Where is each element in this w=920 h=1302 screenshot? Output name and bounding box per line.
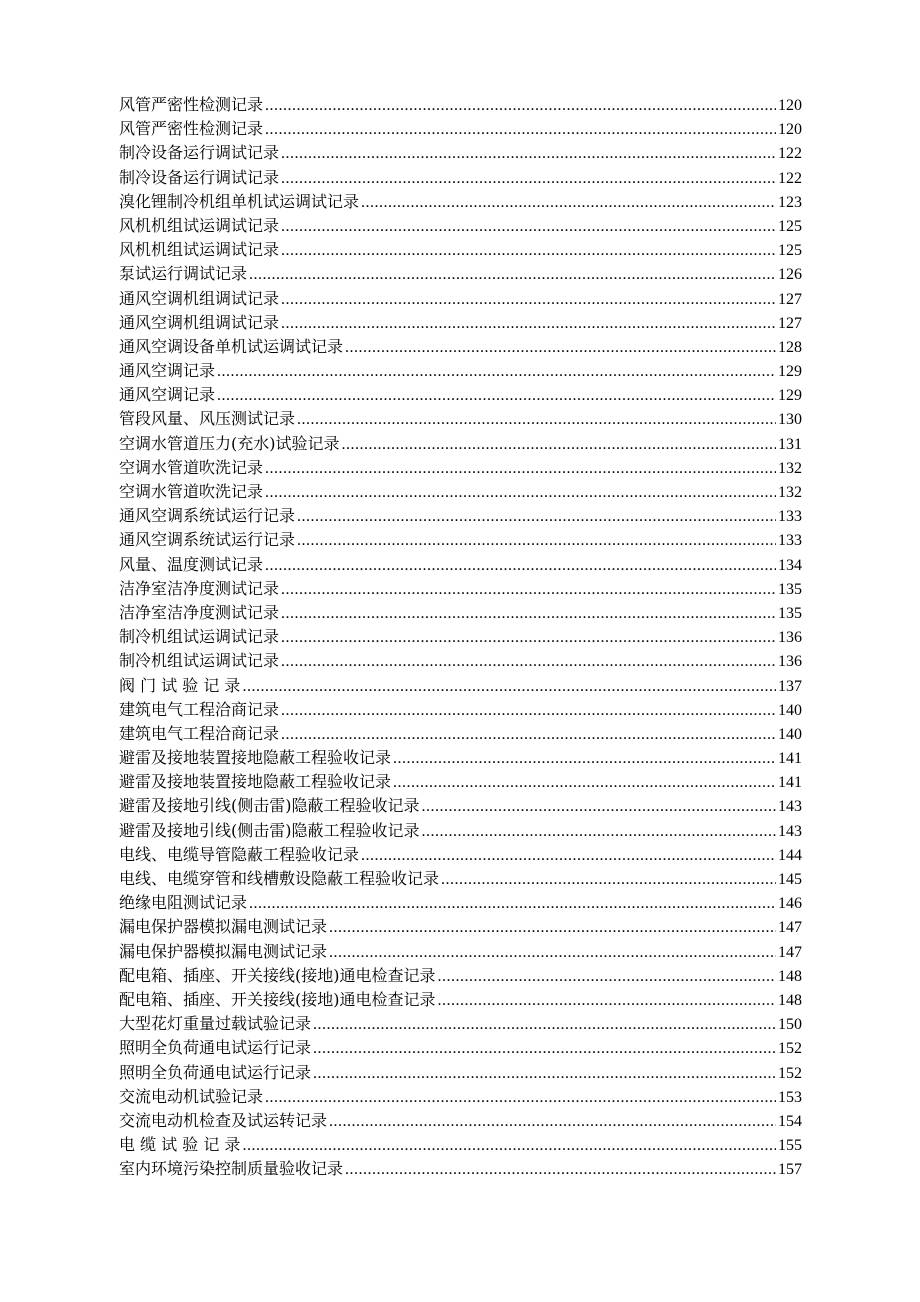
toc-entry[interactable] bbox=[119, 189, 802, 213]
toc-entry[interactable] bbox=[119, 382, 802, 406]
toc-entry-title: 制冷机组试运调试记录 bbox=[119, 627, 280, 647]
dot-leader bbox=[281, 242, 776, 260]
dot-leader bbox=[249, 266, 776, 284]
toc-entry-title: 通风空调记录 bbox=[119, 385, 216, 405]
dot-leader bbox=[242, 678, 776, 696]
dot-leader bbox=[345, 339, 776, 357]
dot-leader bbox=[422, 823, 777, 841]
dot-leader bbox=[361, 194, 776, 212]
toc-entry-title: 室内环境污染控制质量验收记录 bbox=[119, 1159, 344, 1179]
toc-entry-page: 129 bbox=[778, 387, 802, 405]
toc-entry-title: 风机机组试运调试记录 bbox=[119, 240, 280, 260]
toc-entry-title: 交流电动机试验记录 bbox=[119, 1086, 264, 1106]
toc-entry-page: 152 bbox=[778, 1040, 802, 1058]
dot-leader bbox=[265, 557, 776, 575]
toc-entry-page: 134 bbox=[778, 556, 802, 574]
toc-entry-page: 122 bbox=[778, 145, 802, 163]
dot-leader bbox=[265, 460, 776, 478]
table-of-contents bbox=[119, 92, 802, 1180]
toc-entry[interactable] bbox=[119, 1156, 802, 1180]
dot-leader bbox=[281, 653, 776, 671]
toc-entry[interactable] bbox=[119, 1060, 802, 1084]
dot-leader bbox=[281, 702, 776, 720]
dot-leader bbox=[217, 363, 776, 381]
toc-entry[interactable] bbox=[119, 140, 802, 164]
dot-leader bbox=[281, 629, 776, 647]
toc-entry-page: 140 bbox=[778, 725, 802, 743]
dot-leader bbox=[281, 315, 776, 333]
toc-entry-title: 避雷及接地装置接地隐蔽工程验收记录 bbox=[119, 748, 392, 768]
dot-leader bbox=[313, 1065, 776, 1083]
toc-entry-page: 132 bbox=[778, 459, 802, 477]
dot-leader bbox=[329, 919, 776, 937]
dot-leader bbox=[361, 847, 776, 865]
toc-entry-title: 配电箱、插座、开关接线(接地)通电检查记录 bbox=[119, 989, 436, 1009]
dot-leader bbox=[265, 1089, 776, 1107]
toc-entry-title: 漏电保护器模拟漏电测试记录 bbox=[119, 941, 328, 961]
toc-entry-page: 154 bbox=[778, 1112, 802, 1130]
toc-entry-page: 131 bbox=[778, 435, 802, 453]
toc-entry-title: 制冷设备运行调试记录 bbox=[119, 167, 280, 187]
dot-leader bbox=[329, 1113, 776, 1131]
toc-entry-title: 照明全负荷通电试运行记录 bbox=[119, 1038, 312, 1058]
toc-entry[interactable] bbox=[119, 165, 802, 189]
toc-entry-title: 风机机组试运调试记录 bbox=[119, 215, 280, 235]
toc-entry[interactable] bbox=[119, 673, 802, 697]
toc-entry[interactable] bbox=[119, 116, 802, 140]
toc-entry-page: 153 bbox=[778, 1088, 802, 1106]
toc-entry-title: 交流电动机检查及试运转记录 bbox=[119, 1110, 328, 1130]
dot-leader bbox=[281, 170, 776, 188]
toc-entry-title: 电线、电缆导管隐蔽工程验收记录 bbox=[119, 844, 360, 864]
toc-entry-page: 145 bbox=[778, 871, 802, 888]
toc-entry-title: 通风空调机组调试记录 bbox=[119, 288, 280, 308]
toc-entry-page: 127 bbox=[778, 314, 802, 332]
toc-entry-title: 电线、电缆穿管和线槽敷设隐蔽工程验收记录 bbox=[119, 869, 440, 888]
toc-entry-page: 155 bbox=[778, 1137, 802, 1155]
dot-leader bbox=[438, 992, 777, 1010]
toc-entry-page: 135 bbox=[778, 580, 802, 598]
toc-entry-page: 143 bbox=[778, 798, 802, 816]
toc-entry[interactable] bbox=[119, 600, 802, 624]
toc-entry[interactable] bbox=[119, 745, 802, 769]
toc-entry-page: 141 bbox=[778, 774, 802, 792]
toc-entry-page: 125 bbox=[778, 242, 802, 260]
toc-entry-title: 照明全负荷通电试运行记录 bbox=[119, 1062, 312, 1082]
toc-entry-title: 通风空调系统试运行记录 bbox=[119, 506, 296, 526]
toc-entry-page: 137 bbox=[778, 677, 802, 695]
toc-entry-title: 建筑电气工程洽商记录 bbox=[119, 723, 280, 743]
toc-entry[interactable] bbox=[119, 576, 802, 600]
toc-entry[interactable] bbox=[119, 358, 802, 382]
toc-entry[interactable] bbox=[119, 939, 802, 963]
toc-entry[interactable] bbox=[119, 818, 802, 842]
toc-entry-page: 125 bbox=[778, 217, 802, 235]
dot-leader bbox=[281, 726, 776, 744]
toc-entry-page: 136 bbox=[778, 653, 802, 671]
toc-entry[interactable] bbox=[119, 1084, 802, 1108]
toc-entry-title: 配电箱、插座、开关接线(接地)通电检查记录 bbox=[119, 965, 436, 985]
dot-leader bbox=[393, 774, 776, 792]
toc-entry[interactable] bbox=[119, 213, 802, 237]
toc-entry-page: 132 bbox=[778, 484, 802, 501]
toc-entry[interactable] bbox=[119, 431, 802, 455]
toc-entry-page: 127 bbox=[778, 290, 802, 308]
toc-entry-page: 152 bbox=[778, 1064, 802, 1082]
toc-entry-page: 148 bbox=[778, 991, 802, 1009]
toc-entry-page: 157 bbox=[778, 1161, 802, 1179]
toc-entry-title: 避雷及接地引线(侧击雷)隐蔽工程验收记录 bbox=[119, 820, 420, 840]
dot-leader bbox=[249, 895, 776, 913]
toc-entry-title: 漏电保护器模拟漏电测试记录 bbox=[119, 917, 328, 937]
dot-leader bbox=[281, 605, 776, 623]
dot-leader bbox=[281, 218, 776, 236]
toc-entry-title: 制冷机组试运调试记录 bbox=[119, 651, 280, 671]
toc-entry[interactable] bbox=[119, 406, 802, 430]
dot-leader bbox=[297, 411, 776, 429]
toc-entry-page: 120 bbox=[778, 121, 802, 139]
toc-entry-title: 风管严密性检测记录 bbox=[119, 119, 264, 139]
toc-entry-page: 141 bbox=[778, 750, 802, 768]
dot-leader bbox=[329, 944, 776, 962]
dot-leader bbox=[281, 145, 776, 163]
toc-entry-title: 洁净室洁净度测试记录 bbox=[119, 602, 280, 622]
toc-entry[interactable] bbox=[119, 963, 802, 987]
dot-leader bbox=[297, 532, 776, 550]
toc-entry[interactable] bbox=[119, 914, 802, 938]
toc-entry-page: 148 bbox=[778, 967, 802, 985]
toc-entry[interactable] bbox=[119, 1108, 802, 1132]
dot-leader bbox=[441, 871, 776, 889]
toc-entry[interactable] bbox=[119, 1011, 802, 1035]
toc-entry-title: 电 缆 试 验 记 录 bbox=[119, 1135, 241, 1155]
dot-leader bbox=[265, 484, 776, 502]
toc-entry[interactable] bbox=[119, 624, 802, 648]
toc-entry[interactable] bbox=[119, 503, 802, 527]
toc-entry-title: 泵试运行调试记录 bbox=[119, 264, 248, 284]
dot-leader bbox=[265, 121, 776, 139]
toc-entry[interactable] bbox=[119, 866, 802, 890]
toc-entry-title: 大型花灯重量过载试验记录 bbox=[119, 1014, 312, 1034]
toc-entry[interactable] bbox=[119, 479, 802, 503]
toc-entry-page: 130 bbox=[778, 411, 802, 429]
toc-entry-page: 122 bbox=[778, 169, 802, 187]
toc-entry-page: 126 bbox=[778, 266, 802, 284]
toc-entry[interactable] bbox=[119, 697, 802, 721]
dot-leader bbox=[422, 798, 777, 816]
dot-leader bbox=[313, 1040, 776, 1058]
toc-entry-title: 通风空调设备单机试运调试记录 bbox=[119, 336, 344, 356]
toc-entry-title: 通风空调记录 bbox=[119, 361, 216, 381]
toc-entry-title: 建筑电气工程洽商记录 bbox=[119, 699, 280, 719]
dot-leader bbox=[393, 750, 776, 768]
toc-entry-title: 绝缘电阻测试记录 bbox=[119, 893, 248, 913]
dot-leader bbox=[297, 508, 776, 526]
toc-entry-title: 空调水管道吹洗记录 bbox=[119, 457, 264, 477]
toc-entry-title: 阀 门 试 验 记 录 bbox=[119, 675, 241, 695]
toc-entry-title: 风管严密性检测记录 bbox=[119, 95, 264, 114]
toc-entry-page: 133 bbox=[778, 508, 802, 526]
toc-entry-title: 空调水管道吹洗记录 bbox=[119, 482, 264, 501]
toc-entry-title: 通风空调系统试运行记录 bbox=[119, 530, 296, 550]
toc-entry-page: 146 bbox=[778, 895, 802, 913]
toc-entry[interactable] bbox=[119, 286, 802, 310]
dot-leader bbox=[281, 291, 776, 309]
toc-entry[interactable] bbox=[119, 648, 802, 672]
toc-entry[interactable] bbox=[119, 721, 802, 745]
toc-entry[interactable] bbox=[119, 261, 802, 285]
toc-entry-title: 空调水管道压力(充水)试验记录 bbox=[119, 433, 340, 453]
toc-entry-page: 147 bbox=[778, 943, 802, 961]
toc-entry-page: 123 bbox=[778, 193, 802, 211]
dot-leader bbox=[217, 387, 776, 405]
dot-leader bbox=[313, 1016, 776, 1034]
toc-entry-title: 溴化锂制冷机组单机试运调试记录 bbox=[119, 191, 360, 211]
toc-entry[interactable] bbox=[119, 793, 802, 817]
toc-entry[interactable] bbox=[119, 842, 802, 866]
toc-entry-title: 通风空调机组调试记录 bbox=[119, 312, 280, 332]
toc-entry-page: 120 bbox=[778, 97, 802, 114]
toc-entry-page: 144 bbox=[778, 846, 802, 864]
toc-entry-page: 136 bbox=[778, 629, 802, 647]
toc-entry-page: 140 bbox=[778, 701, 802, 719]
toc-entry[interactable] bbox=[119, 987, 802, 1011]
toc-entry[interactable] bbox=[119, 92, 802, 116]
toc-entry-title: 避雷及接地装置接地隐蔽工程验收记录 bbox=[119, 772, 392, 792]
toc-entry[interactable] bbox=[119, 1132, 802, 1156]
toc-entry[interactable] bbox=[119, 769, 802, 793]
toc-entry[interactable] bbox=[119, 527, 802, 551]
toc-entry[interactable] bbox=[119, 237, 802, 261]
toc-entry-page: 128 bbox=[778, 338, 802, 356]
dot-leader bbox=[345, 1161, 776, 1179]
toc-entry[interactable] bbox=[119, 1035, 802, 1059]
toc-entry-page: 147 bbox=[778, 919, 802, 937]
toc-entry-page: 129 bbox=[778, 363, 802, 381]
toc-entry-title: 风量、温度测试记录 bbox=[119, 554, 264, 574]
toc-entry[interactable] bbox=[119, 455, 802, 479]
dot-leader bbox=[438, 968, 777, 986]
toc-entry-page: 135 bbox=[778, 604, 802, 622]
toc-entry-title: 避雷及接地引线(侧击雷)隐蔽工程验收记录 bbox=[119, 796, 420, 816]
toc-entry[interactable] bbox=[119, 890, 802, 914]
toc-entry[interactable] bbox=[119, 552, 802, 576]
toc-entry-page: 150 bbox=[778, 1016, 802, 1034]
toc-entry[interactable] bbox=[119, 334, 802, 358]
dot-leader bbox=[342, 436, 777, 454]
toc-entry-title: 管段风量、风压测试记录 bbox=[119, 409, 296, 429]
toc-entry-title: 制冷设备运行调试记录 bbox=[119, 143, 280, 163]
dot-leader bbox=[242, 1137, 776, 1155]
toc-entry[interactable] bbox=[119, 310, 802, 334]
dot-leader bbox=[281, 581, 776, 599]
toc-entry-title: 洁净室洁净度测试记录 bbox=[119, 578, 280, 598]
dot-leader bbox=[265, 97, 776, 115]
toc-entry-page: 143 bbox=[778, 822, 802, 840]
toc-entry-page: 133 bbox=[778, 532, 802, 550]
